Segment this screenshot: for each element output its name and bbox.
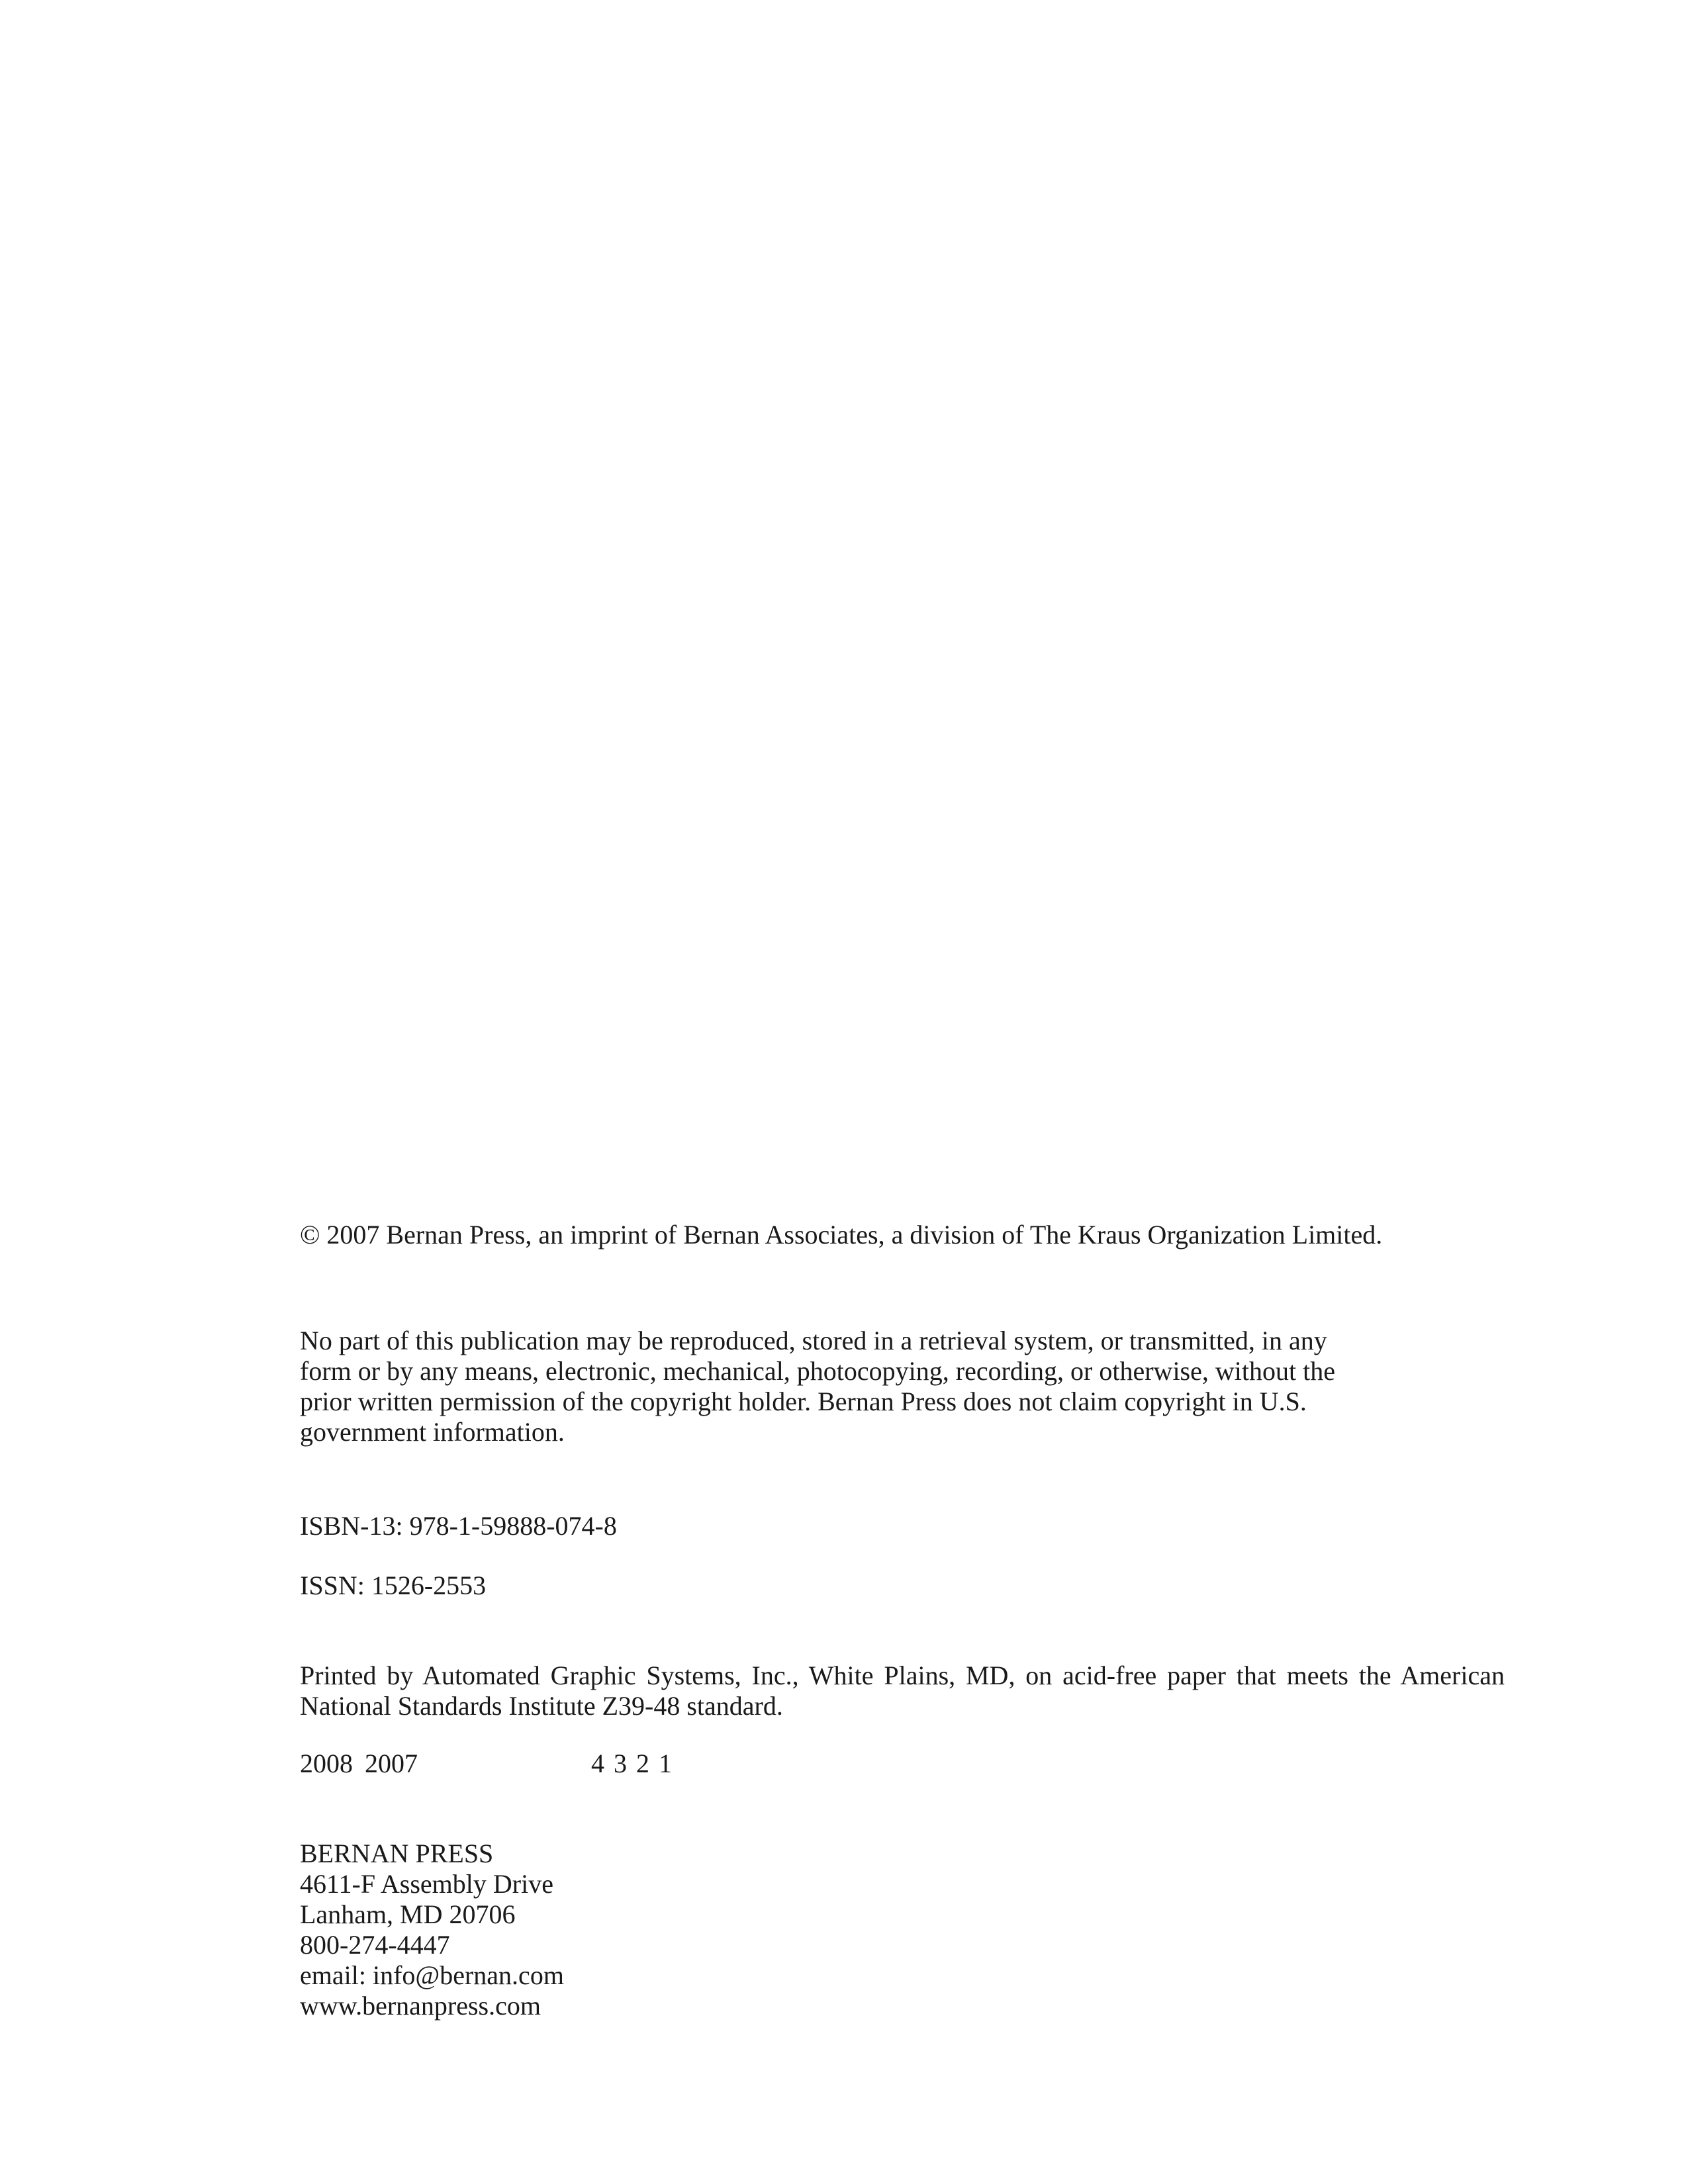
publisher-phone: 800-274-4447 — [300, 1930, 450, 1960]
printing-number: 3 — [614, 1749, 627, 1778]
rights-line: prior written permission of the copyright holder. Bernan Press does not claim copyright in U.S. — [300, 1387, 1307, 1416]
publisher-name: BERNAN PRESS — [300, 1839, 494, 1868]
publisher-street: 4611-F Assembly Drive — [300, 1869, 553, 1899]
publisher-address — [300, 1839, 1505, 2021]
printing-number: 1 — [659, 1749, 672, 1778]
rights-line: government information. — [300, 1417, 565, 1447]
copyright-page — [300, 0, 1505, 2184]
printing-number: 2 — [636, 1749, 649, 1778]
publisher-email: email: info@bernan.com — [300, 1960, 564, 1990]
rights-statement — [300, 1326, 1505, 1447]
rights-line: form or by any means, electronic, mechanical, photocopying, recording, or otherwise, without the — [300, 1356, 1335, 1386]
printing-number: 4 — [591, 1749, 604, 1778]
copyright-notice: © 2007 Bernan Press, an imprint of Bernan Associates, a division of The Kraus Organization Limited. — [300, 1220, 1383, 1250]
publisher-city: Lanham, MD 20706 — [300, 1899, 516, 1929]
printer-statement: Printed by Automated Graphic Systems, Inc., White Plains, MD, on acid-free paper that meets the American National Standards Institute Z39-48 standard. — [300, 1661, 1505, 1721]
isbn: ISBN-13: 978-1-59888-074-8 — [300, 1511, 617, 1541]
printing-years — [300, 1749, 591, 1779]
printing-year: 2008 — [300, 1749, 353, 1778]
issn: ISSN: 1526-2553 — [300, 1570, 487, 1600]
printing-year: 2007 — [365, 1749, 418, 1778]
printing-numbers — [591, 1749, 672, 1778]
printing-line — [300, 1749, 1505, 1779]
rights-line: No part of this publication may be reproduced, stored in a retrieval system, or transmitted, in any — [300, 1326, 1327, 1355]
publisher-website: www.bernanpress.com — [300, 1991, 541, 2021]
